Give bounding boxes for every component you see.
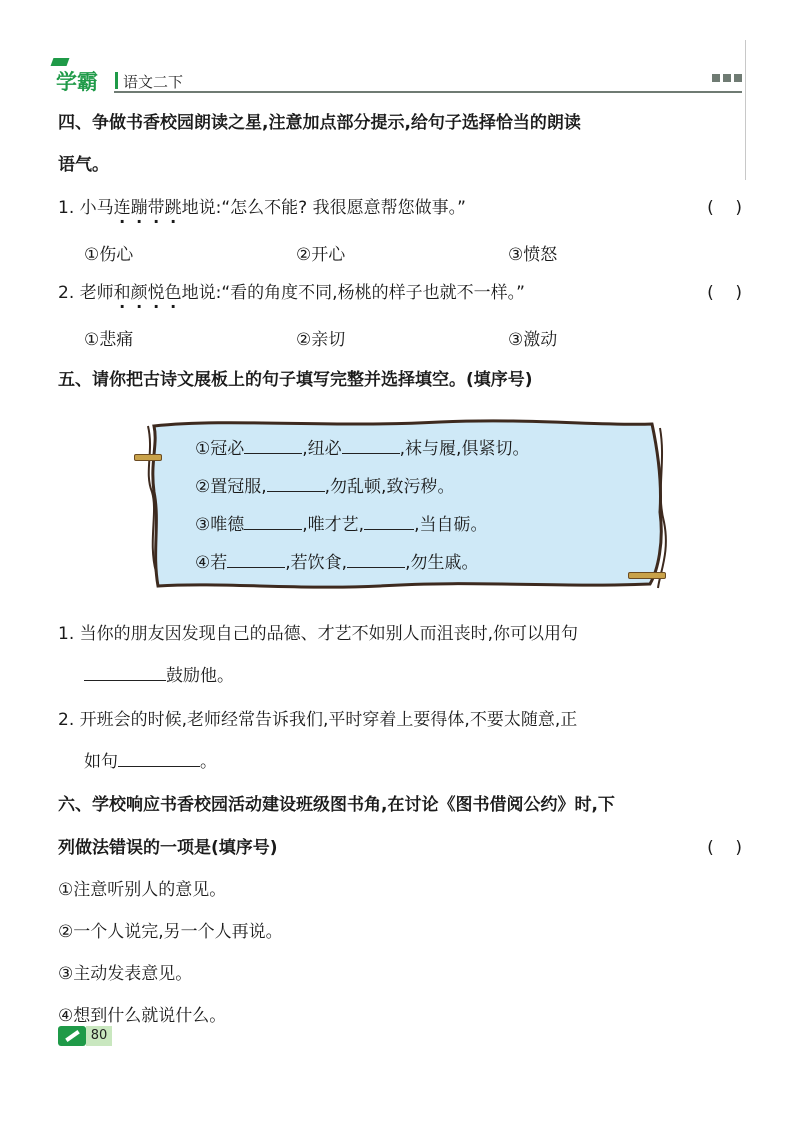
emphasis-char: 连 bbox=[113, 198, 131, 218]
board-text: ,勿生戚。 bbox=[405, 553, 479, 573]
option[interactable]: ②开心 bbox=[296, 245, 346, 265]
fill-blank[interactable] bbox=[347, 553, 405, 568]
board-text: ③唯德 bbox=[195, 515, 245, 535]
question-number: 2. bbox=[58, 283, 75, 303]
fill-blank[interactable] bbox=[84, 666, 166, 681]
q5-1-question-cont bbox=[84, 666, 774, 686]
section6-title: 六、学校响应书香校园活动建设班级图书角,在讨论《图书借阅公约》时,下 bbox=[58, 795, 615, 815]
board-line-2 bbox=[195, 472, 454, 497]
brand-logo: 学霸 bbox=[56, 70, 98, 94]
section6-title-text: 列做法错误的一项是(填序号) bbox=[58, 838, 278, 858]
board-line-4 bbox=[195, 548, 478, 573]
board-text: ,纽必 bbox=[302, 439, 342, 459]
page-header bbox=[52, 64, 742, 94]
option[interactable]: ③愤怒 bbox=[508, 245, 558, 265]
question-text-pre: 老师 bbox=[79, 283, 114, 303]
header-squares-icon bbox=[712, 74, 742, 82]
emphasis-char: 跳 bbox=[164, 198, 182, 218]
section6-title-cont bbox=[58, 838, 748, 858]
board-line-3 bbox=[195, 510, 487, 535]
emphasis-char: 颜 bbox=[130, 283, 148, 303]
q5-2-question: 2. 开班会的时候,老师经常告诉我们,平时穿着上要得体,不要太随意,正 bbox=[58, 710, 578, 730]
option[interactable]: ②一个人说完,另一个人再说。 bbox=[58, 922, 283, 942]
page-number: 80 bbox=[86, 1026, 112, 1046]
board-text: ,若饮食, bbox=[285, 553, 348, 573]
board-text: ④若 bbox=[195, 553, 228, 573]
emphasis-char: 蹦 bbox=[130, 198, 148, 218]
poem-board bbox=[140, 412, 670, 594]
option[interactable]: ③主动发表意见。 bbox=[58, 964, 193, 984]
answer-paren[interactable]: ( ) bbox=[707, 283, 742, 303]
fill-blank[interactable] bbox=[244, 439, 302, 454]
board-text: ②置冠服, bbox=[195, 477, 267, 497]
pencil-icon bbox=[58, 1026, 86, 1046]
option[interactable]: ②亲切 bbox=[296, 330, 346, 350]
emphasis-char: 带 bbox=[147, 198, 165, 218]
emphasis-char: 和 bbox=[113, 283, 131, 303]
fill-blank[interactable] bbox=[342, 439, 400, 454]
question-text-post: 地说:“看的角度不同,杨桃的样子也就不一样。” bbox=[181, 283, 525, 303]
section4-title-cont: 语气。 bbox=[58, 155, 109, 175]
fill-blank[interactable] bbox=[364, 515, 414, 530]
board-text: ①冠必 bbox=[195, 439, 245, 459]
fill-blank[interactable] bbox=[118, 752, 200, 767]
q4-1-question bbox=[58, 198, 748, 218]
question-text: 如句 bbox=[84, 752, 118, 772]
header-separator bbox=[115, 72, 118, 89]
board-text: ,当自砺。 bbox=[414, 515, 488, 535]
section5-title: 五、请你把古诗文展板上的句子填写完整并选择填空。(填序号) bbox=[58, 370, 533, 390]
q4-2-question bbox=[58, 283, 748, 303]
header-rule bbox=[114, 91, 742, 93]
question-text-pre: 小马 bbox=[79, 198, 114, 218]
option[interactable]: ③激动 bbox=[508, 330, 558, 350]
fill-blank[interactable] bbox=[227, 553, 285, 568]
fill-blank[interactable] bbox=[244, 515, 302, 530]
emphasis-char: 色 bbox=[164, 283, 182, 303]
board-text: ,唯才艺, bbox=[302, 515, 365, 535]
question-number: 1. bbox=[58, 198, 75, 218]
question-text-post: 地说:“怎么不能? 我很愿意帮您做事。” bbox=[181, 198, 466, 218]
scroll-rod-icon bbox=[628, 572, 666, 579]
board-text: ,袜与履,俱紧切。 bbox=[399, 439, 530, 459]
section4-title: 四、争做书香校园朗读之星,注意加点部分提示,给句子选择恰当的朗读 bbox=[58, 113, 581, 133]
question-text: 。 bbox=[200, 752, 217, 772]
option[interactable]: ①伤心 bbox=[84, 245, 134, 265]
option[interactable]: ①注意听别人的意见。 bbox=[58, 880, 227, 900]
q5-2-question-cont bbox=[84, 752, 774, 772]
q5-1-question: 1. 当你的朋友因发现自己的品德、才艺不如别人而沮丧时,你可以用句 bbox=[58, 624, 579, 644]
board-text: ,勿乱顿,致污秽。 bbox=[324, 477, 455, 497]
answer-paren[interactable]: ( ) bbox=[707, 838, 742, 858]
question-text: 鼓励他。 bbox=[166, 666, 234, 686]
book-subtitle: 语文二下 bbox=[123, 73, 184, 91]
option[interactable]: ④想到什么就说什么。 bbox=[58, 1006, 227, 1026]
option[interactable]: ①悲痛 bbox=[84, 330, 134, 350]
fill-blank[interactable] bbox=[267, 477, 325, 492]
board-line-1 bbox=[195, 434, 529, 459]
scroll-rod-icon bbox=[134, 454, 162, 461]
emphasis-char: 悦 bbox=[147, 283, 165, 303]
answer-paren[interactable]: ( ) bbox=[707, 198, 742, 218]
graduation-cap-icon bbox=[51, 58, 70, 66]
